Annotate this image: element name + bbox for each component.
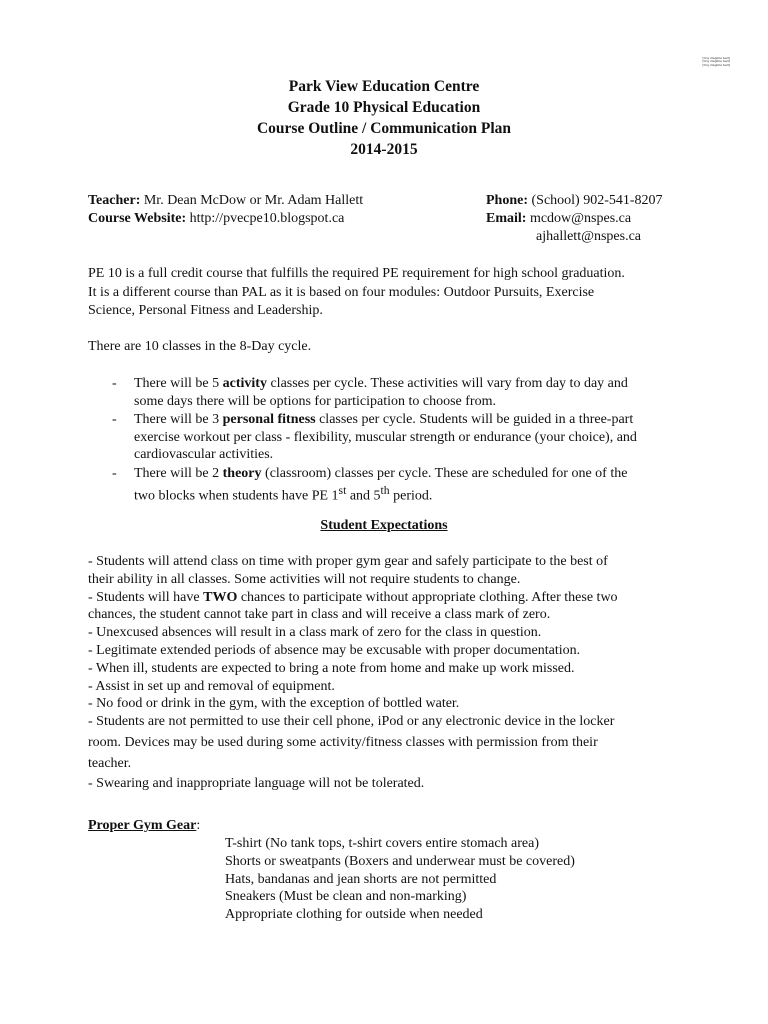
expectation-line: chances to participate without appropriate clothing. After these two [237,589,618,605]
gear-item: Appropriate clothing for outside when needed [225,907,483,923]
bullet-text: and 5 [346,488,381,504]
bullet-bold: activity [222,376,267,391]
website-label: Course Website: [88,211,187,226]
expectations-list [88,553,688,792]
bullet-text: cardiovascular activities. [134,447,274,462]
cycle-text: There are 10 classes in the 8-Day cycle. [88,339,312,354]
gear-item: Shorts or sweatpants (Boxers and underwear must be covered) [225,853,575,869]
intro-line: PE 10 is a full credit course that fulfills the required PE requirement for high school graduation. [88,266,625,281]
email-label: Email: [486,211,527,226]
document-title: Course Outline / Communication Plan [256,120,512,137]
expectation-line: - Students will attend class on time with proper gym gear and safely participate to the best of [88,554,608,569]
superscript: st [338,484,347,497]
bullet-text: two blocks when students have PE 1 [134,488,339,504]
phone-label: Phone: [486,193,528,208]
gym-gear-colon: : [196,818,201,833]
expectation-line: - Unexcused absences will result in a class mark of zero for the class in question. [88,625,542,641]
website-link[interactable]: http://pvecpe10.blogspot.ca [189,211,345,226]
school-name: Park View Education Centre [288,78,480,95]
gear-item: Sneakers (Must be clean and non-marking) [225,889,467,905]
intro-line: It is a different course than PAL as it is based on four modules: Outdoor Pursuits, Exercise [88,284,595,300]
gear-item: Hats, bandanas and jean shorts are not permitted [225,871,497,887]
list-item [88,465,688,506]
expectation-line: teacher. [88,755,132,771]
bullet-text: There will be 5 [134,376,223,391]
email-link-hallett[interactable]: ajhallett@nspes.ca [536,229,642,244]
expectation-line: their ability in all classes. Some activities will not require students to change. [88,571,521,587]
intro-line: Science, Personal Fitness and Leadership. [88,303,323,318]
intro-paragraph [88,265,688,321]
expectation-line: - Assist in set up and removal of equipment. [88,678,335,694]
school-year: 2014-2015 [350,141,418,158]
gym-gear-list [225,835,575,924]
list-item [88,375,688,410]
expectation-line: chances, the student cannot take part in class and will receive a class mark of zero. [88,607,551,623]
expectation-line: - Students are not permitted to use their cell phone, iPod or any electronic device in the locker [88,714,615,730]
expectation-line: - Swearing and inappropriate language will not be tolerated. [88,775,425,791]
course-name: Grade 10 Physical Education [287,99,481,116]
corner-note-line: [tiny illegible text] [702,59,730,64]
class-breakdown-list [88,375,688,506]
list-item [88,411,688,464]
gym-gear-heading [88,818,200,834]
expectation-bold: TWO [203,589,238,605]
expectation-line: room. Devices may be used during some activity/fitness classes with permission from their [88,734,598,750]
bullet-bold: theory [222,465,262,481]
corner-note-line: [tiny illegible text] [702,56,730,60]
bullet-text: exercise workout per class - flexibility, muscular strength or endurance (your choice), and [134,429,637,445]
list-dash: - [112,412,117,427]
gym-gear-title: Proper Gym Gear [88,818,197,833]
bullet-bold: personal fitness [222,412,316,427]
bullet-text: some days there will be options for participation to choose from. [134,393,496,409]
bullet-text: classes per cycle. Students will be guided in a three-part [315,412,634,427]
expectation-line: - Students will have [88,589,204,605]
expectation-line: - No food or drink in the gym, with the exception of bottled water. [88,696,460,712]
gear-item: T-shirt (No tank tops, t-shirt covers entire stomach area) [225,836,540,851]
phone-value: (School) 902-541-8207 [531,193,663,208]
teacher-label: Teacher: [88,193,141,208]
bullet-text: (classroom) classes per cycle. These are scheduled for one of the [261,465,628,481]
expectations-heading: Student Expectations [320,518,448,533]
bullet-text: period. [389,488,433,504]
teacher-value: Mr. Dean McDow or Mr. Adam Hallett [143,193,364,208]
corner-note [682,57,730,67]
list-dash: - [112,465,117,481]
bullet-text: classes per cycle. These activities will vary from day to day and [266,376,628,391]
expectation-line: - When ill, students are expected to bring a note from home and make up work missed. [88,660,575,676]
superscript: th [380,484,390,497]
corner-note-line: [tiny illegible text] [702,62,730,67]
contact-block [88,192,688,246]
expectation-line: - Legitimate extended periods of absence may be excusable with proper documentation. [88,642,581,658]
bullet-text: There will be 3 [134,412,223,427]
email-link-mcdow[interactable]: mcdow@nspes.ca [529,211,632,226]
list-dash: - [112,376,117,391]
document-header [0,76,768,160]
bullet-text: There will be 2 [134,465,223,481]
